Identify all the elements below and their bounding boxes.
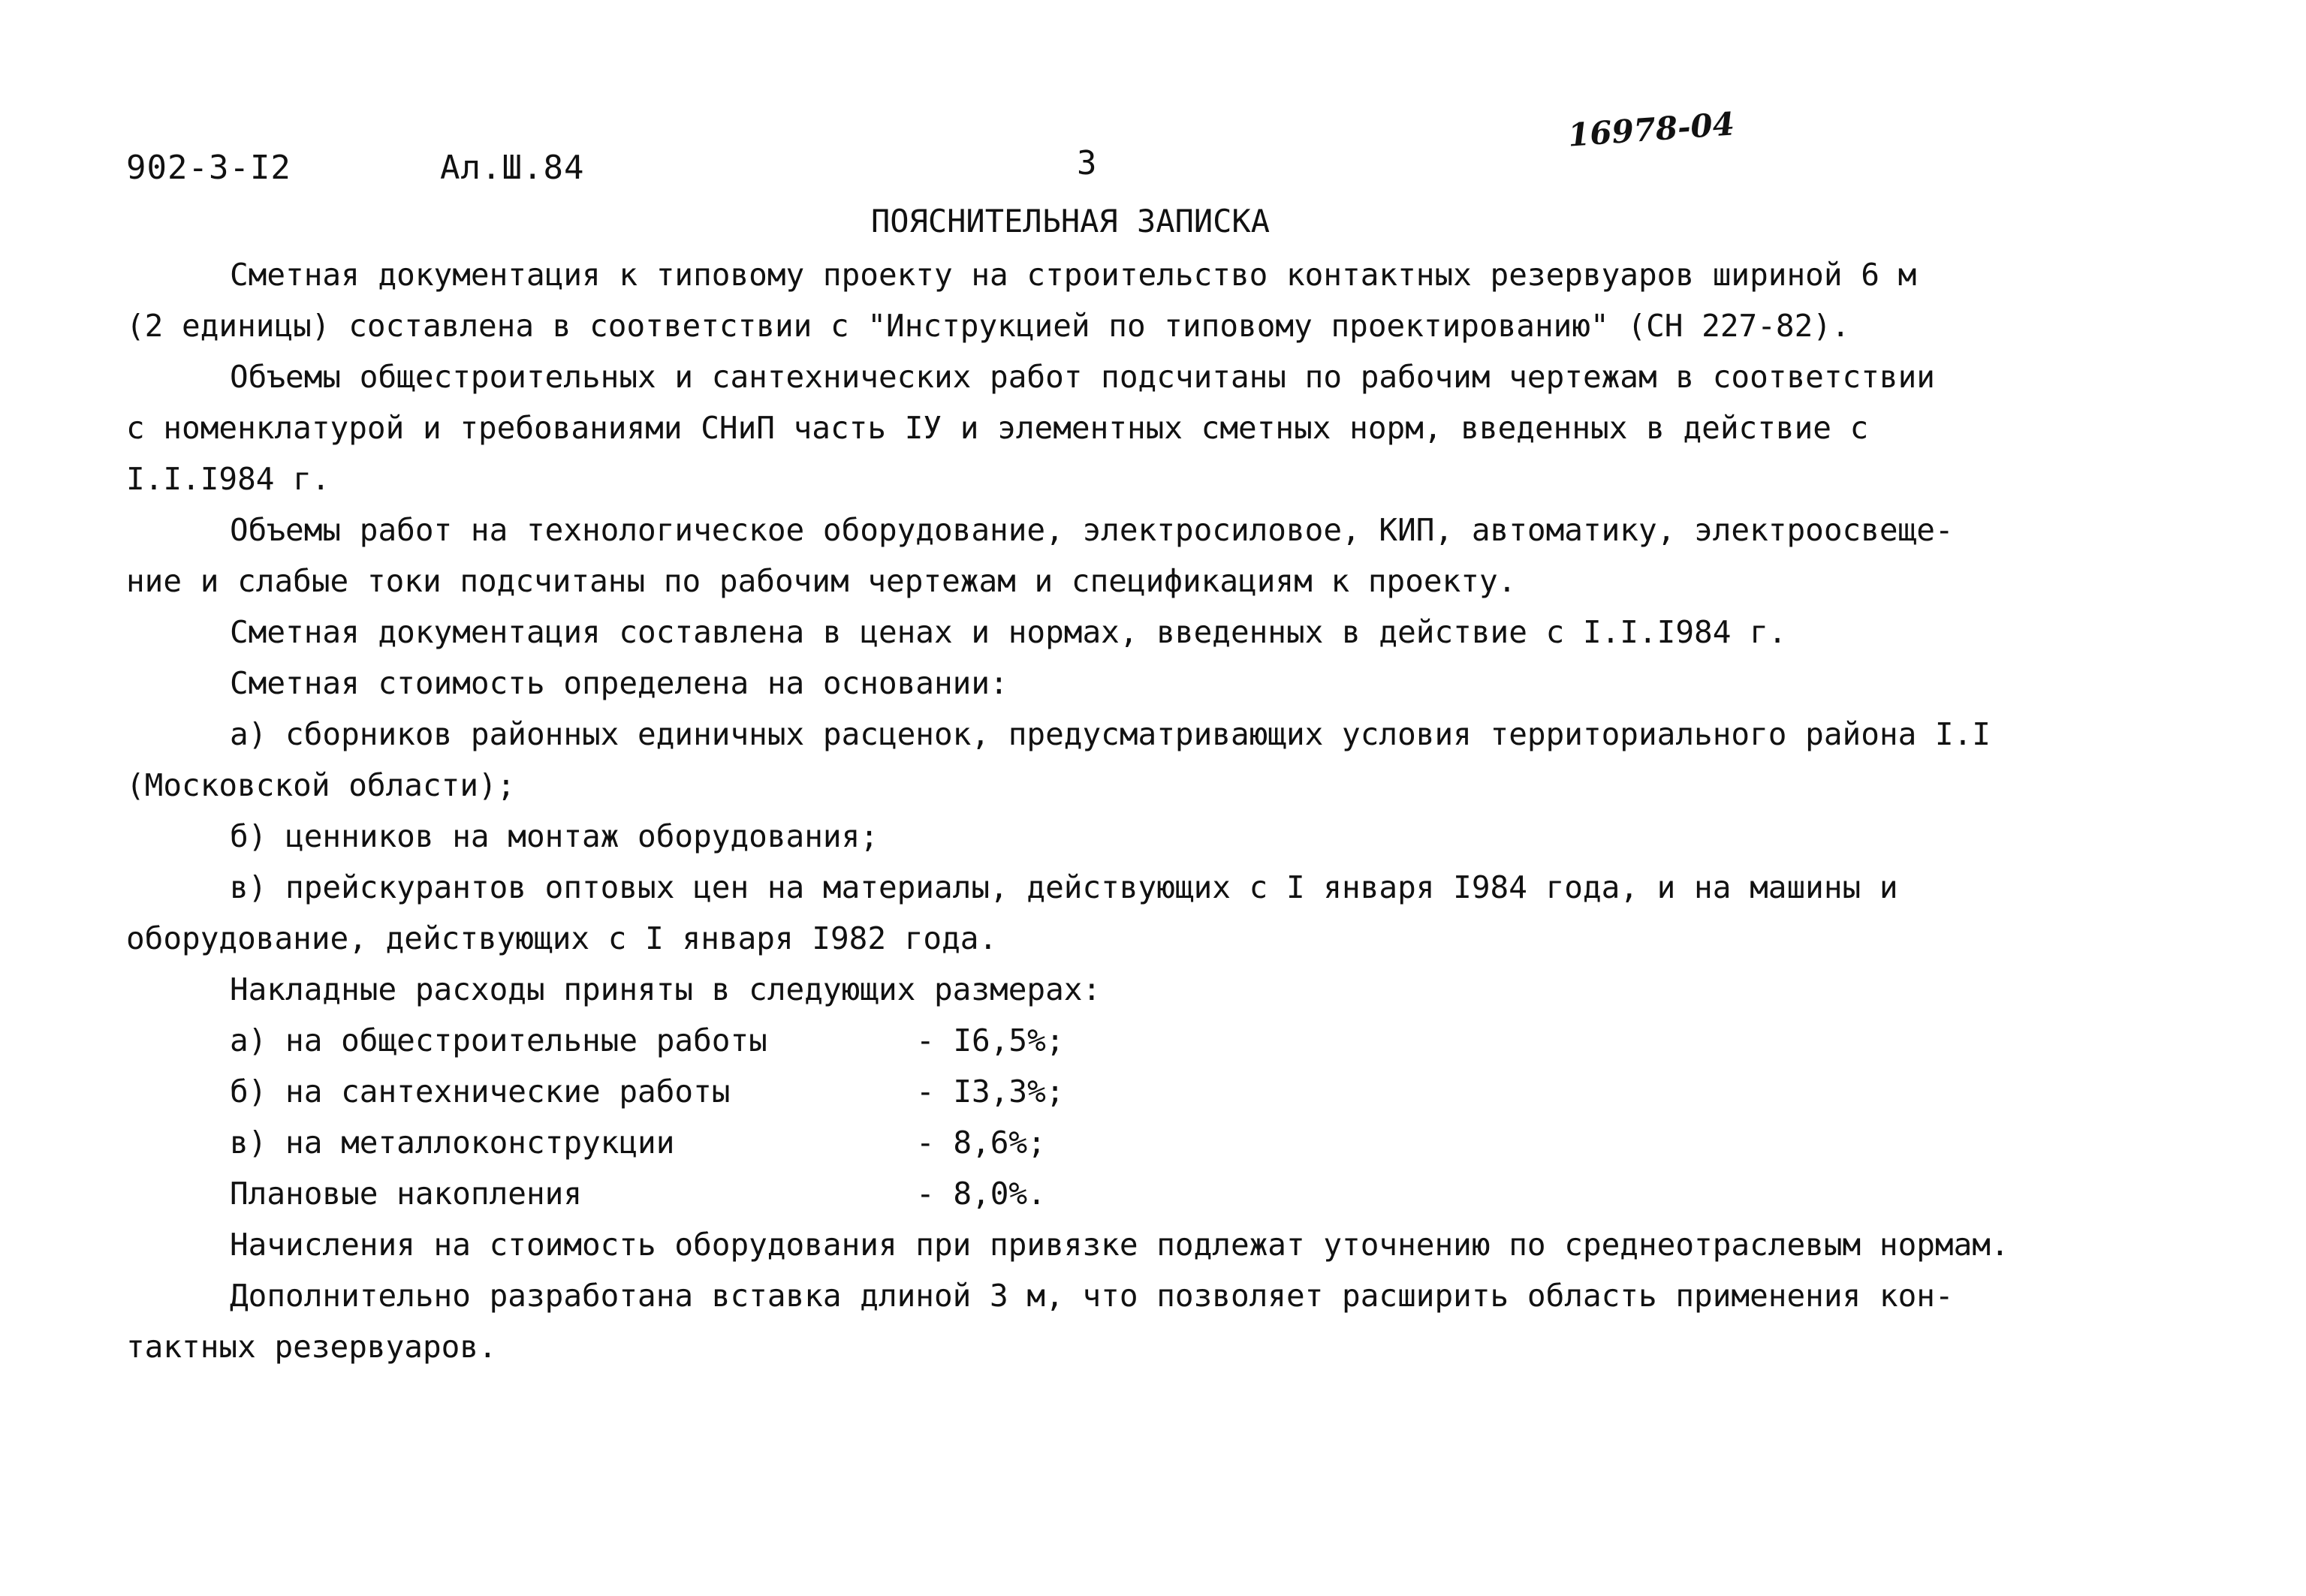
- overhead-value: - 8,6%;: [916, 1125, 1046, 1161]
- page-number: 3: [1077, 144, 1098, 182]
- overhead-label: Плановые накопления: [230, 1176, 582, 1212]
- body-line: (Московской области);: [126, 767, 516, 803]
- body-line: тактных резервуаров.: [126, 1329, 497, 1365]
- handwritten-number: 16978-04: [1566, 105, 1736, 154]
- body-line: в) прейскурантов оптовых цен на материалы, действующих с I января I984 года, и на машины и: [230, 869, 1898, 905]
- overhead-value: - I3,3%;: [916, 1074, 1065, 1110]
- body-line: (2 единицы) составлена в соответствии с "Инструкцией по типовому проектированию" (СН 227-82).: [126, 308, 1850, 344]
- body-line: Накладные расходы приняты в следующих размерах:: [230, 971, 1102, 1007]
- body-line: Дополнительно разработана вставка длиной 3 м, что позволяет расширить область применения кон-: [230, 1278, 1954, 1314]
- body-line: Сметная стоимость определена на основании:: [230, 665, 1008, 701]
- body-line: с номенклатурой и требованиями СНиП часть IУ и элементных сметных норм, введенных в действие с: [126, 410, 1869, 446]
- overhead-label: а) на общестроительные работы: [230, 1022, 767, 1058]
- body-line: Сметная документация составлена в ценах и нормах, введенных в действие с I.I.I984 г.: [230, 614, 1787, 650]
- body-line: Сметная документация к типовому проекту на строительство контактных резервуаров шириной 6 м: [230, 257, 1917, 293]
- body-line: Начисления на стоимость оборудования при привязке подлежат уточнению по среднеотраслевым нормам.: [230, 1227, 2009, 1263]
- body-line: Объемы работ на технологическое оборудование, электросиловое, КИП, автоматику, электроосвеще-: [230, 512, 1954, 548]
- body-line: Объемы общестроительных и сантехнических работ подсчитаны по рабочим чертежам в соответствии: [230, 359, 1935, 395]
- overhead-value: - 8,0%.: [916, 1176, 1046, 1212]
- body-line: оборудование, действующих с I января I982 года.: [126, 920, 998, 956]
- page-title: ПОЯСНИТЕЛЬНАЯ ЗАПИСКА: [871, 203, 1271, 239]
- overhead-value: - I6,5%;: [916, 1022, 1065, 1058]
- body-line: а) сборников районных единичных расценок, предусматривающих условия территориального района I.I: [230, 716, 1991, 752]
- doc-code: 902-3-I2: [126, 149, 291, 187]
- album-number: Ал.Ш.84: [440, 149, 585, 187]
- body-line: I.I.I984 г.: [126, 461, 330, 497]
- overhead-label: б) на сантехнические работы: [230, 1074, 731, 1110]
- body-line: ние и слабые токи подсчитаны по рабочим чертежам и спецификациям к проекту.: [126, 563, 1517, 599]
- body-line: б) ценников на монтаж оборудования;: [230, 818, 879, 854]
- overhead-label: в) на металлоконструкции: [230, 1125, 675, 1161]
